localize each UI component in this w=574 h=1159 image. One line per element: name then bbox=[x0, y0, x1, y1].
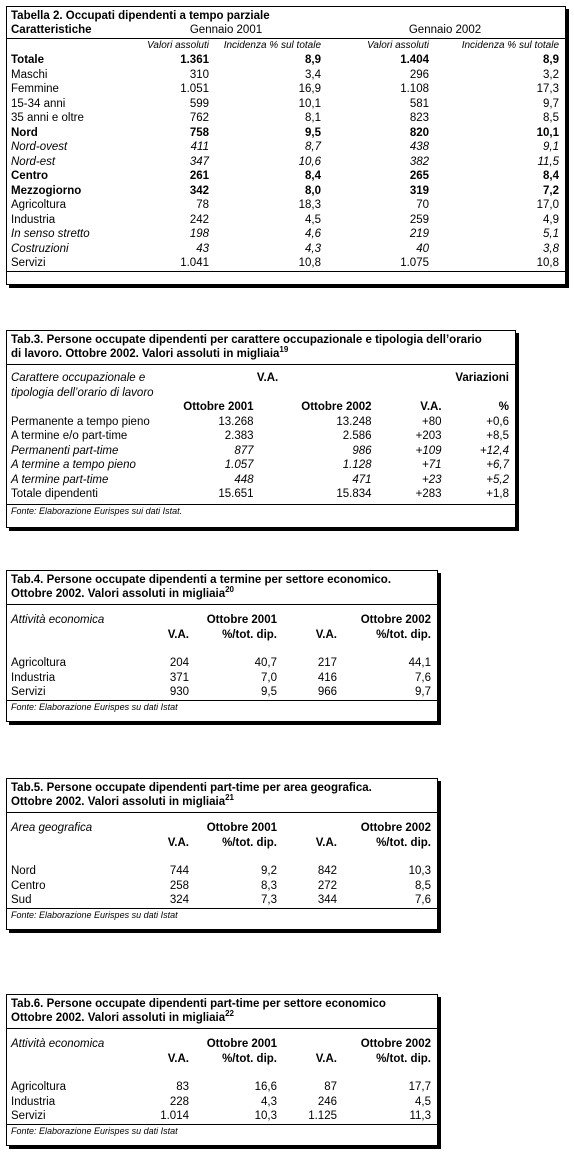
table-6-footnote-ref: 22 bbox=[225, 1009, 235, 1019]
row-value: 1.361 bbox=[180, 54, 209, 66]
row-value: 261 bbox=[189, 170, 209, 182]
row-value: 9,7 bbox=[415, 686, 431, 698]
row-value: 820 bbox=[409, 126, 429, 139]
row-value: 10,3 bbox=[254, 1110, 277, 1122]
row-value: 1.075 bbox=[400, 257, 429, 269]
row-value: 13.268 bbox=[218, 415, 254, 428]
row-label: Servizi bbox=[11, 1110, 46, 1122]
row-label: Costruzioni bbox=[11, 242, 69, 255]
row-value: 2.383 bbox=[224, 430, 254, 442]
table-row bbox=[7, 82, 565, 97]
row-value: 17,0 bbox=[536, 199, 559, 211]
row-value: 344 bbox=[317, 894, 337, 906]
row-value: 10,6 bbox=[298, 155, 321, 168]
table-row bbox=[7, 685, 437, 700]
row-value: 347 bbox=[189, 155, 209, 168]
row-label: Sud bbox=[11, 894, 32, 906]
row-value: 272 bbox=[317, 879, 337, 892]
row-value: 15.834 bbox=[336, 488, 372, 500]
row-label: Nord bbox=[11, 865, 36, 877]
table-5-body bbox=[7, 864, 437, 908]
table-3-box bbox=[6, 330, 516, 528]
table-5-col-oct2001: Ottobre 2001 bbox=[206, 822, 277, 834]
table-4-source: Fonte: Elaborazione Eurispes su dati Istat bbox=[7, 700, 437, 714]
table-row bbox=[7, 1080, 437, 1095]
table-5-footnote-ref: 21 bbox=[225, 793, 235, 803]
table-5-header-row-1 bbox=[7, 821, 437, 836]
row-value: 4,3 bbox=[305, 242, 321, 255]
row-label: Femmine bbox=[11, 83, 59, 95]
table-4-pct-2: %/tot. dip. bbox=[376, 628, 431, 641]
table-6-col-oct2002: Ottobre 2002 bbox=[360, 1038, 431, 1050]
row-value: 4,9 bbox=[543, 213, 559, 226]
row-value: +283 bbox=[415, 488, 442, 500]
row-value: +203 bbox=[415, 430, 442, 442]
row-value: 823 bbox=[409, 112, 429, 124]
table-4-title-line-2: Ottobre 2002. Valori assoluti in migliaia bbox=[11, 588, 226, 600]
row-value: 43 bbox=[196, 242, 209, 255]
table-4-title-line-1: Tab.4. Persone occupate dipendenti a termine per settore economico. bbox=[11, 574, 392, 586]
row-value: 382 bbox=[409, 155, 429, 168]
row-value: 204 bbox=[169, 657, 189, 669]
row-value: 7,6 bbox=[415, 671, 431, 684]
table-2-col-label: Caratteristiche bbox=[11, 24, 92, 36]
table-2-sub-3: Valori assoluti bbox=[367, 39, 429, 51]
table-row bbox=[7, 242, 565, 257]
row-value: +5,2 bbox=[486, 473, 509, 486]
row-value: 930 bbox=[169, 686, 189, 698]
row-label: Totale dipendenti bbox=[11, 488, 98, 500]
row-value: 259 bbox=[409, 213, 429, 226]
row-value: 8,4 bbox=[543, 170, 559, 182]
row-value: 228 bbox=[169, 1095, 189, 1108]
row-value: 219 bbox=[409, 228, 429, 240]
row-label: Totale bbox=[11, 54, 45, 66]
table-4-va-1: V.A. bbox=[167, 628, 189, 641]
table-5-title bbox=[7, 779, 437, 813]
table-row bbox=[7, 671, 437, 686]
table-3-col-label-1: Carattere occupazionale e bbox=[11, 372, 146, 384]
row-label: 15-34 anni bbox=[11, 97, 66, 110]
row-value: 10,3 bbox=[408, 865, 431, 877]
table-6-header-row-1 bbox=[7, 1037, 437, 1052]
table-4-pct-1: %/tot. dip. bbox=[222, 628, 277, 641]
table-4-box bbox=[6, 570, 438, 722]
row-value: 11,3 bbox=[409, 1110, 431, 1122]
row-label: Centro bbox=[11, 879, 46, 892]
table-3-col-oct2001: Ottobre 2001 bbox=[183, 401, 254, 413]
row-value: 342 bbox=[189, 184, 209, 197]
table-3-variazioni-label: Variazioni bbox=[455, 372, 509, 384]
row-label: In senso stretto bbox=[11, 228, 90, 240]
row-label: Nord-ovest bbox=[11, 141, 68, 153]
table-row bbox=[7, 429, 515, 444]
row-value: 9,7 bbox=[543, 97, 559, 110]
table-6-box bbox=[6, 994, 438, 1146]
table-3-header-row-2 bbox=[7, 386, 515, 401]
row-value: 2.586 bbox=[342, 430, 372, 442]
row-value: 17,3 bbox=[536, 83, 559, 95]
row-value: 744 bbox=[169, 865, 189, 877]
row-value: 986 bbox=[352, 444, 372, 457]
row-label: Nord-est bbox=[11, 155, 56, 168]
row-value: 83 bbox=[176, 1081, 189, 1093]
table-4-body bbox=[7, 656, 437, 700]
table-5-pct-1: %/tot. dip. bbox=[222, 836, 277, 849]
table-row bbox=[7, 1095, 437, 1110]
row-value: 8,5 bbox=[415, 879, 431, 892]
table-5-title-line-2: Ottobre 2002. Valori assoluti in migliaia bbox=[11, 796, 226, 808]
row-value: 9,2 bbox=[261, 865, 277, 877]
table-6-source: Fonte: Elaborazione Eurispes su dati Istat bbox=[7, 1124, 437, 1138]
row-value: 10,1 bbox=[298, 97, 321, 110]
table-3-col-label-2: tipologia dell’orario di lavoro bbox=[11, 386, 154, 399]
row-value: 471 bbox=[352, 473, 372, 486]
table-4-footnote-ref: 20 bbox=[225, 585, 235, 595]
table-3-footnote-ref: 19 bbox=[279, 345, 289, 355]
row-value: 324 bbox=[169, 894, 189, 906]
row-value: 1.125 bbox=[308, 1110, 337, 1122]
row-value: 8,9 bbox=[543, 54, 559, 66]
table-4-title bbox=[7, 571, 437, 605]
row-label: Industria bbox=[11, 1095, 56, 1108]
table-4-va-2: V.A. bbox=[315, 628, 337, 641]
row-label: Servizi bbox=[11, 686, 46, 698]
table-row bbox=[7, 126, 565, 141]
row-value: 198 bbox=[189, 228, 209, 240]
row-value: 10,8 bbox=[298, 257, 321, 269]
row-value: 581 bbox=[409, 97, 429, 110]
row-label: Agricoltura bbox=[11, 657, 66, 669]
row-value: 5,1 bbox=[543, 228, 559, 240]
row-value: 3,4 bbox=[305, 68, 321, 81]
row-value: 3,8 bbox=[543, 242, 559, 255]
table-row bbox=[7, 879, 437, 894]
row-value: 7,6 bbox=[415, 894, 431, 906]
table-row bbox=[7, 111, 565, 126]
row-value: 1.108 bbox=[400, 83, 429, 95]
table-3-col-oct2002: Ottobre 2002 bbox=[301, 401, 372, 413]
table-6-title bbox=[7, 995, 437, 1029]
table-6-col-oct2001: Ottobre 2001 bbox=[206, 1038, 277, 1050]
row-value: 11,5 bbox=[537, 155, 559, 168]
row-value: +0,6 bbox=[486, 415, 509, 428]
table-3-va-label: V.A. bbox=[256, 372, 279, 384]
row-value: 13.248 bbox=[336, 415, 372, 428]
row-value: 9,5 bbox=[305, 126, 321, 139]
row-value: 8,7 bbox=[305, 141, 321, 153]
row-value: 246 bbox=[317, 1095, 337, 1108]
row-value: 371 bbox=[169, 671, 189, 684]
row-value: 15.651 bbox=[218, 488, 254, 500]
table-row bbox=[7, 487, 515, 502]
table-3-header-row-1 bbox=[7, 371, 515, 386]
row-label: Permanenti part-time bbox=[11, 444, 119, 457]
table-2-subheader-row bbox=[7, 38, 565, 53]
table-2-sub-2: Incidenza % sul totale bbox=[223, 39, 321, 51]
table-row bbox=[7, 864, 437, 879]
table-2-box bbox=[6, 6, 566, 285]
table-2-header-row bbox=[7, 23, 565, 38]
table-5-pct-2: %/tot. dip. bbox=[376, 836, 431, 849]
table-row bbox=[7, 473, 515, 488]
row-value: 44,1 bbox=[408, 657, 431, 669]
row-value: 4,5 bbox=[305, 213, 321, 226]
table-2-year-1: Gennaio 2001 bbox=[189, 24, 263, 36]
row-label: Agricoltura bbox=[11, 1081, 66, 1093]
table-row bbox=[7, 198, 565, 213]
table-row bbox=[7, 1109, 437, 1124]
row-value: 599 bbox=[189, 97, 209, 110]
row-value: 1.041 bbox=[180, 257, 209, 269]
table-row bbox=[7, 213, 565, 228]
table-6-pct-1: %/tot. dip. bbox=[222, 1052, 277, 1065]
row-value: 78 bbox=[196, 199, 209, 211]
table-row bbox=[7, 169, 565, 184]
row-value: 258 bbox=[169, 879, 189, 892]
table-5-va-1: V.A. bbox=[167, 836, 189, 849]
row-value: +1,8 bbox=[486, 488, 509, 500]
row-value: 8,5 bbox=[543, 112, 559, 124]
table-5-title-line-1: Tab.5. Persone occupate dipendenti part-time per area geografica. bbox=[11, 782, 372, 794]
table-row bbox=[7, 68, 565, 83]
row-value: 411 bbox=[190, 141, 209, 153]
row-label: Maschi bbox=[11, 68, 48, 81]
table-row bbox=[7, 415, 515, 430]
row-value: +6,7 bbox=[486, 459, 509, 471]
row-value: 7,3 bbox=[261, 894, 277, 906]
row-value: 70 bbox=[416, 199, 429, 211]
table-6-title-line-2: Ottobre 2002. Valori assoluti in migliaia bbox=[11, 1012, 226, 1024]
row-value: +109 bbox=[415, 444, 442, 457]
row-label: A termine e/o part-time bbox=[11, 430, 128, 442]
row-label: Industria bbox=[11, 213, 56, 226]
table-row bbox=[7, 53, 565, 68]
row-value: 17,7 bbox=[408, 1081, 431, 1093]
row-label: Mezzogiorno bbox=[11, 184, 82, 197]
row-value: 16,6 bbox=[254, 1081, 277, 1093]
row-label: Industria bbox=[11, 671, 56, 684]
table-4 bbox=[7, 613, 437, 700]
row-value: 7,2 bbox=[543, 184, 559, 197]
row-value: 319 bbox=[409, 184, 429, 197]
table-3-source: Fonte: Elaborazione Eurispes sui dati Istat. bbox=[7, 504, 515, 518]
row-value: +8,5 bbox=[486, 430, 509, 442]
table-6-col-label: Attività economica bbox=[11, 1038, 105, 1050]
row-value: 1.057 bbox=[224, 459, 254, 471]
table-3-body bbox=[7, 415, 515, 502]
row-value: 4,5 bbox=[415, 1095, 431, 1108]
table-4-header-row-2 bbox=[7, 628, 437, 643]
row-value: 4,3 bbox=[261, 1095, 277, 1108]
row-value: 1.014 bbox=[160, 1110, 189, 1122]
table-row bbox=[7, 893, 437, 908]
row-value: 4,6 bbox=[305, 228, 321, 240]
row-value: 242 bbox=[189, 213, 209, 226]
row-value: 416 bbox=[317, 671, 337, 684]
table-row bbox=[7, 656, 437, 671]
row-value: +80 bbox=[422, 415, 442, 428]
table-6-va-2: V.A. bbox=[315, 1052, 337, 1065]
row-value: 758 bbox=[189, 126, 209, 139]
row-value: 448 bbox=[234, 473, 254, 486]
row-value: 842 bbox=[317, 865, 337, 877]
row-label: Servizi bbox=[11, 257, 46, 269]
row-label: Permanente a tempo pieno bbox=[11, 415, 150, 428]
row-value: 87 bbox=[324, 1081, 337, 1093]
row-value: 16,9 bbox=[298, 83, 321, 95]
table-row bbox=[7, 227, 565, 242]
table-6-va-1: V.A. bbox=[167, 1052, 189, 1065]
row-label: 35 anni e oltre bbox=[11, 112, 84, 124]
table-3-title-line-2: di lavoro. Ottobre 2002. Valori assoluti in migliaia bbox=[11, 348, 280, 360]
row-value: 8,9 bbox=[305, 54, 321, 66]
row-value: 1.404 bbox=[400, 54, 429, 66]
row-value: 40 bbox=[416, 242, 429, 255]
table-row bbox=[7, 140, 565, 155]
table-3 bbox=[7, 371, 515, 502]
table-2 bbox=[7, 23, 565, 272]
row-value: 7,0 bbox=[261, 671, 277, 684]
table-3-header-row-3 bbox=[7, 400, 515, 415]
table-row bbox=[7, 256, 565, 271]
table-6 bbox=[7, 1037, 437, 1124]
row-label: Nord bbox=[11, 126, 38, 139]
table-row bbox=[7, 155, 565, 170]
table-5 bbox=[7, 821, 437, 908]
row-value: 9,1 bbox=[543, 141, 559, 153]
table-2-sub-4: Incidenza % sul totale bbox=[461, 39, 559, 51]
table-2-title: Tabella 2. Occupati dipendenti a tempo parziale bbox=[11, 10, 270, 22]
row-value: +12,4 bbox=[479, 444, 509, 457]
row-label: Centro bbox=[11, 170, 49, 182]
table-3-title-line-1: Tab.3. Persone occupate dipendenti per carattere occupazionale e tipologia dell’orario bbox=[11, 334, 482, 346]
table-4-col-oct2001: Ottobre 2001 bbox=[206, 614, 277, 626]
table-3-col-var-va: V.A. bbox=[420, 401, 442, 413]
row-value: 966 bbox=[317, 686, 337, 698]
row-value: +71 bbox=[422, 459, 442, 471]
table-row bbox=[7, 184, 565, 199]
row-value: 18,3 bbox=[298, 199, 321, 211]
row-value: 8,4 bbox=[305, 170, 321, 182]
row-value: 40,7 bbox=[254, 657, 277, 669]
row-value: 8,3 bbox=[261, 879, 277, 892]
row-value: 296 bbox=[409, 68, 429, 81]
table-2-year-2: Gennaio 2002 bbox=[408, 24, 482, 36]
row-value: 1.128 bbox=[342, 459, 372, 471]
table-6-pct-2: %/tot. dip. bbox=[376, 1052, 431, 1065]
table-4-col-oct2002: Ottobre 2002 bbox=[360, 614, 431, 626]
row-label: A termine part-time bbox=[11, 473, 109, 486]
table-5-col-label: Area geografica bbox=[11, 822, 93, 834]
table-2-sub-1: Valori assoluti bbox=[147, 39, 209, 51]
table-5-va-2: V.A. bbox=[315, 836, 337, 849]
table-5-box bbox=[6, 778, 438, 930]
table-6-body bbox=[7, 1080, 437, 1124]
table-2-body bbox=[7, 53, 565, 271]
table-row bbox=[7, 458, 515, 473]
table-4-col-label: Attività economica bbox=[11, 614, 105, 626]
table-3-col-var-pct: % bbox=[498, 401, 509, 413]
table-4-header-row-1 bbox=[7, 613, 437, 628]
row-value: 1.051 bbox=[180, 83, 209, 95]
row-label: A termine a tempo pieno bbox=[11, 459, 136, 471]
row-value: 217 bbox=[317, 657, 337, 669]
row-value: 8,1 bbox=[305, 112, 321, 124]
row-label: Agricoltura bbox=[11, 199, 66, 211]
row-value: 8,0 bbox=[305, 184, 321, 197]
table-5-col-oct2002: Ottobre 2002 bbox=[360, 822, 431, 834]
row-value: 310 bbox=[189, 68, 209, 81]
table-5-header-row-2 bbox=[7, 836, 437, 851]
table-6-header-row-2 bbox=[7, 1052, 437, 1067]
table-row bbox=[7, 97, 565, 112]
table-6-title-line-1: Tab.6. Persone occupate dipendenti part-time per settore economico bbox=[11, 998, 386, 1010]
row-value: 3,2 bbox=[543, 68, 559, 81]
row-value: 10,8 bbox=[536, 257, 559, 269]
row-value: +23 bbox=[422, 473, 442, 486]
row-value: 9,5 bbox=[261, 686, 277, 698]
row-value: 762 bbox=[189, 112, 209, 124]
row-value: 10,1 bbox=[536, 126, 559, 139]
row-value: 438 bbox=[409, 141, 429, 153]
row-value: 877 bbox=[234, 444, 254, 457]
table-3-title bbox=[7, 331, 515, 365]
table-row bbox=[7, 444, 515, 459]
row-value: 265 bbox=[409, 170, 429, 182]
table-5-source: Fonte: Elaborazione Eurispes su dati Istat bbox=[7, 908, 437, 922]
